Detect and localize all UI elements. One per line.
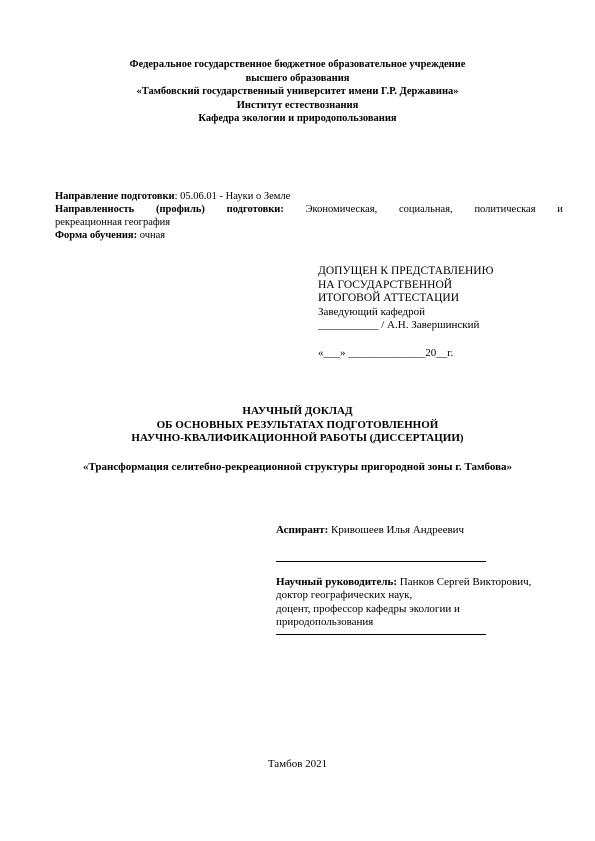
approval-line-2: НА ГОСУДАРСТВЕННОЙ: [318, 278, 453, 291]
persons-block: [276, 524, 531, 635]
title-line-1: НАУЧНЫЙ ДОКЛАД: [242, 405, 353, 417]
student-line: [276, 524, 531, 538]
student-spacer: [276, 538, 531, 560]
approval-signature: ___________ / А.Н. Завершинский: [318, 319, 480, 331]
advisor-position: доцент, профессор кафедры экологии и: [276, 602, 460, 615]
profile-label-1: Направленность: [55, 204, 135, 215]
dissertation-topic: «Трансформация селитебно-рекреационной структуры пригородной зоны г. Тамбова»: [82, 461, 513, 473]
title-line-2: ОБ ОСНОВНЫХ РЕЗУЛЬТАТАХ ПОДГОТОВЛЕННОЙ: [156, 418, 439, 431]
city-year: Тамбов 2021: [267, 758, 328, 770]
advisor-signature-line: [276, 633, 486, 635]
approval-date: «___» ______________20__г.: [318, 346, 454, 359]
profile-value-2: социальная,: [399, 204, 453, 215]
header-line-4: Институт естествознания: [236, 99, 359, 111]
student-label: Аспирант:: [276, 524, 329, 536]
profile-label-3: подготовки:: [226, 204, 284, 215]
direction-line: [55, 190, 563, 203]
approval-spacer: [318, 333, 493, 347]
document-title: [0, 405, 595, 446]
advisor-spacer: [276, 562, 531, 576]
profile-continuation: рекреационная география: [55, 217, 171, 228]
profile-value-3: политическая: [474, 204, 536, 215]
form-value: очная: [137, 230, 166, 241]
profile-line: [55, 203, 563, 216]
advisor-degree: доктор географических наук,: [276, 589, 413, 601]
direction-value: : 05.06.01 - Науки о Земле: [174, 191, 291, 202]
header-line-2: высшего образования: [245, 72, 350, 84]
profile-value-1: Экономическая,: [305, 204, 378, 215]
profile-label-2: (профиль): [156, 204, 205, 215]
advisor-label: Научный руководитель:: [276, 575, 397, 588]
advisor-name: Панков Сергей Викторович,: [397, 575, 532, 588]
direction-label: Направление подготовки: [55, 191, 175, 202]
approval-line-1: ДОПУЩЕН К ПРЕДСТАВЛЕНИЮ: [318, 265, 494, 277]
approval-block: [318, 265, 493, 360]
approval-line-3: ИТОГОВОЙ АТТЕСТАЦИИ: [318, 292, 460, 304]
student-name: Кривошеев Илья Андреевич: [328, 524, 465, 536]
institution-header: [0, 58, 595, 126]
form-line: [55, 229, 563, 242]
program-info: [55, 190, 563, 242]
approval-line-4: Заведующий кафедрой: [318, 305, 425, 318]
header-line-1: Федеральное государственное бюджетное образовательное учреждение: [129, 59, 466, 70]
header-line-5: Кафедра экологии и природопользования: [198, 113, 397, 124]
advisor-position-cont: природопользования: [276, 616, 374, 628]
form-label: Форма обучения:: [55, 230, 138, 241]
profile-value-4: и: [557, 204, 563, 215]
advisor-line: [276, 576, 531, 590]
header-line-3: «Тамбовский государственный университет имени Г.Р. Державина»: [136, 86, 459, 97]
title-line-3: НАУЧНО-КВАЛИФИКАЦИОННОЙ РАБОТЫ (ДИССЕРТАЦИИ): [131, 432, 464, 444]
